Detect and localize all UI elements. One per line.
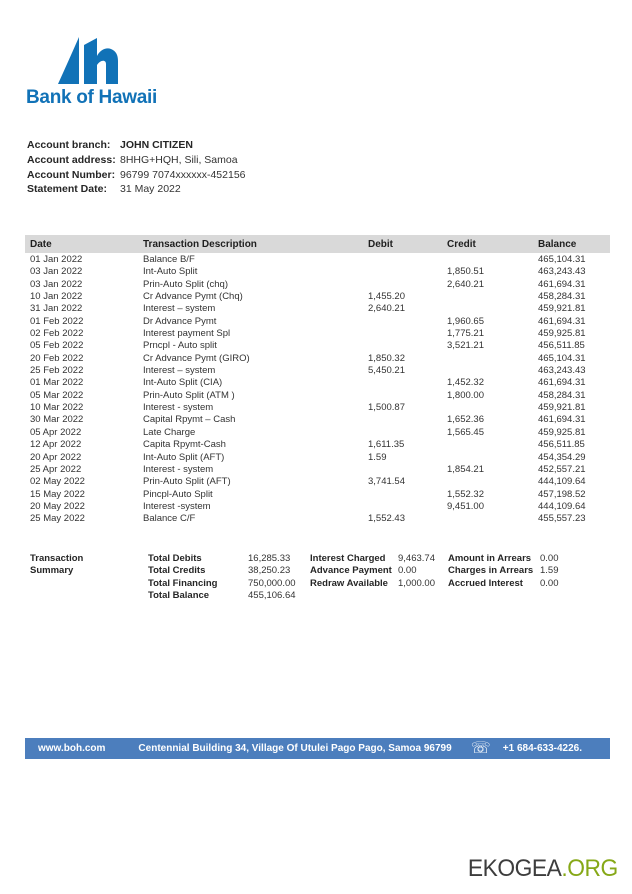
transaction-row: [25, 414, 610, 426]
watermark-tld: .ORG: [561, 855, 618, 882]
column-header-date: Date: [30, 238, 52, 250]
transaction-date: 03 Jan 2022: [30, 266, 83, 278]
transaction-date: 30 Mar 2022: [30, 414, 84, 426]
column-header-description: Transaction Description: [143, 238, 257, 250]
transaction-debit: [368, 279, 447, 291]
transaction-debit: [368, 328, 447, 340]
transaction-debit: [368, 489, 447, 501]
transaction-balance: 458,284.31: [538, 389, 586, 401]
transaction-description: Capita Rpymt-Cash: [143, 439, 226, 451]
transaction-description: Int-Auto Split (CIA): [143, 377, 223, 389]
transaction-debit: [368, 390, 447, 402]
bank-name: Bank of Hawaii: [26, 87, 157, 108]
transaction-row: [25, 291, 610, 303]
account-info-row: [27, 138, 246, 153]
transaction-description: Cr Advance Pymt (GIRO): [143, 352, 250, 364]
transaction-balance: 458,284.31: [538, 291, 586, 303]
transaction-balance: 461,694.31: [538, 414, 586, 426]
account-info-label: Statement Date:: [27, 183, 107, 196]
transaction-balance: 456,511.85: [538, 439, 585, 451]
transaction-balance: 455,557.23: [538, 513, 586, 525]
transaction-row: [25, 328, 610, 340]
footer-website: www.boh.com: [38, 743, 106, 754]
transaction-description: Prin-Auto Split (ATM ): [143, 389, 235, 401]
transaction-debit: 3,741.54: [368, 476, 405, 488]
transaction-date: 01 Mar 2022: [30, 377, 84, 389]
transaction-debit: 1,455.20: [368, 291, 405, 303]
transaction-description: Interest – system: [143, 365, 216, 377]
account-info-value: 96799 7074xxxxxx-452156: [120, 168, 246, 181]
summary-totals-column: [148, 553, 310, 602]
transaction-credit: [447, 254, 538, 266]
transaction-row: [25, 353, 610, 365]
transaction-date: 20 Feb 2022: [30, 352, 84, 364]
summary-item-value: 38,250.23: [248, 565, 291, 577]
transaction-debit: 1,552.43: [368, 513, 405, 525]
transaction-credit: 9,451.00: [447, 500, 484, 512]
account-info-label: Account branch:: [27, 139, 111, 151]
summary-item-value: 0.00: [398, 565, 417, 577]
column-header-debit: Debit: [368, 238, 393, 250]
transaction-date: 01 Feb 2022: [30, 315, 84, 327]
transaction-row: [25, 476, 610, 488]
transaction-description: Interest - system: [143, 402, 214, 414]
summary-item-label: Total Debits: [148, 553, 202, 564]
summary-title-line2: Summary: [30, 565, 74, 577]
transaction-credit: 1,565.45: [447, 426, 484, 438]
transaction-date: 02 May 2022: [30, 476, 85, 488]
transaction-balance: 459,921.81: [538, 402, 586, 414]
transaction-credit: 1,850.51: [447, 266, 484, 278]
transaction-debit: [368, 501, 447, 513]
transaction-debit: [368, 316, 447, 328]
transaction-credit: 1,652.36: [447, 414, 484, 426]
account-info-value: 8HHG+HQH, Sili, Samoa: [120, 153, 238, 166]
transaction-credit: [447, 476, 538, 488]
summary-item-label: Accrued Interest: [448, 577, 523, 589]
transaction-credit: [447, 439, 538, 451]
footer-phone-group: [471, 741, 582, 757]
transaction-row: [25, 390, 610, 402]
transaction-date: 31 Jan 2022: [30, 303, 83, 315]
transaction-credit: [447, 513, 538, 525]
summary-item-label: Amount in Arrears: [448, 553, 532, 564]
transaction-balance: 452,557.21: [538, 463, 586, 475]
transaction-description: Cr Advance Pymt (Chq): [143, 291, 243, 303]
transaction-row: [25, 365, 610, 377]
summary-item: [148, 565, 310, 577]
transaction-date: 02 Feb 2022: [30, 328, 84, 340]
summary-item: [310, 565, 448, 577]
transaction-date: 25 Feb 2022: [30, 365, 84, 377]
transaction-balance: 459,925.81: [538, 328, 586, 340]
summary-item-label: Total Balance: [148, 590, 210, 602]
summary-item: [148, 590, 310, 602]
transaction-row: [25, 513, 610, 525]
transaction-debit: [368, 254, 447, 266]
summary-title-line1: Transaction: [30, 553, 84, 564]
summary-item-value: 1.59: [540, 565, 559, 577]
account-info-label: Account Number:: [27, 168, 116, 181]
transaction-table: [25, 235, 610, 526]
transaction-description: Prin-Auto Split (AFT): [143, 476, 231, 488]
transaction-description: Capital Rpymt – Cash: [143, 414, 236, 426]
transaction-date: 10 Jan 2022: [30, 291, 83, 303]
transaction-description: Int-Auto Split (AFT): [143, 451, 225, 463]
transaction-debit: 1,611.35: [368, 439, 405, 451]
transaction-credit: 1,854.21: [447, 463, 484, 475]
account-info-value: JOHN CITIZEN: [120, 139, 193, 151]
transaction-credit: [447, 452, 538, 464]
transaction-row: [25, 489, 610, 501]
transaction-description: Interest -system: [143, 500, 211, 512]
summary-item: [148, 553, 310, 565]
transaction-description: Pincpl-Auto Split: [143, 488, 213, 500]
transaction-balance: 463,243.43: [538, 365, 586, 377]
transaction-debit: [368, 414, 447, 426]
transaction-debit: 1,500.87: [368, 402, 405, 414]
transaction-description: Prin-Auto Split (chq): [143, 278, 229, 290]
transaction-balance: 461,694.31: [538, 377, 586, 389]
transaction-debit: [368, 377, 447, 389]
summary-item-value: 0.00: [540, 553, 559, 564]
transaction-row: [25, 279, 610, 291]
transaction-row: [25, 316, 610, 328]
transaction-date: 12 Apr 2022: [30, 439, 82, 451]
transaction-credit: [447, 353, 538, 365]
summary-item: [448, 578, 559, 590]
account-info: [27, 138, 246, 197]
footer-phone-number: +1 684-633-4226.: [502, 743, 582, 754]
transaction-summary: [30, 553, 559, 602]
transaction-row: [25, 439, 610, 451]
transaction-credit: [447, 365, 538, 377]
account-info-label: Account address:: [27, 153, 116, 166]
transaction-date: 10 Mar 2022: [30, 402, 84, 414]
transaction-row: [25, 427, 610, 439]
transaction-description: Balance C/F: [143, 513, 196, 525]
watermark: [468, 855, 618, 883]
summary-arrears-column: [448, 553, 559, 602]
transaction-balance: 459,925.81: [538, 426, 586, 438]
summary-item-label: Total Credits: [148, 565, 206, 577]
transaction-balance: 465,104.31: [538, 254, 586, 265]
transaction-description: Interest – system: [143, 303, 216, 315]
transaction-debit: [368, 464, 447, 476]
account-info-row: [27, 182, 246, 197]
telephone-icon: ☏: [470, 739, 491, 757]
transaction-debit: 1,850.32: [368, 352, 405, 364]
transaction-row: [25, 501, 610, 513]
summary-item-value: 750,000.00: [248, 577, 296, 589]
transaction-description: Prncpl - Auto split: [143, 340, 217, 352]
transaction-date: 20 Apr 2022: [30, 451, 82, 463]
transaction-balance: 444,109.64: [538, 476, 586, 488]
transaction-description: Dr Advance Pymt: [143, 315, 217, 327]
transaction-date: 03 Jan 2022: [30, 278, 83, 290]
transaction-balance: 461,694.31: [538, 315, 586, 327]
summary-item-label: Advance Payment: [310, 565, 392, 577]
column-header-credit: Credit: [447, 238, 476, 250]
transaction-credit: 1,960.65: [447, 315, 484, 327]
transaction-row: [25, 452, 610, 464]
summary-item-value: 0.00: [540, 577, 559, 589]
transaction-description: Balance B/F: [143, 254, 195, 265]
transaction-balance: 457,198.52: [538, 488, 586, 500]
summary-item: [448, 565, 559, 577]
transaction-row: [25, 377, 610, 389]
transaction-debit: 1.59: [368, 451, 387, 463]
account-info-row: [27, 168, 246, 183]
transaction-date: 25 Apr 2022: [30, 463, 82, 475]
transaction-date: 05 Mar 2022: [30, 389, 84, 401]
footer-address: Centennial Building 34, Village Of Utulei Pago Pago, Samoa 96799: [138, 743, 452, 754]
transaction-date: 15 May 2022: [30, 488, 85, 500]
transaction-credit: 1,552.32: [447, 488, 484, 500]
summary-item-value: 9,463.74: [398, 553, 435, 564]
transaction-table-header: [25, 235, 610, 253]
transaction-credit: [447, 303, 538, 315]
transaction-description: Interest payment Spl: [143, 328, 231, 340]
transaction-description: Late Charge: [143, 426, 196, 438]
transaction-balance: 454,354.29: [538, 451, 586, 463]
transaction-date: 01 Jan 2022: [30, 254, 83, 265]
footer-bar: [25, 738, 610, 759]
summary-item: [310, 553, 448, 565]
transaction-credit: 1,775.21: [447, 328, 484, 340]
transaction-row: [25, 303, 610, 315]
transaction-credit: 3,521.21: [447, 340, 484, 352]
summary-interest-column: [310, 553, 448, 602]
summary-item-label: Interest Charged: [310, 553, 386, 564]
summary-item-label: Redraw Available: [310, 577, 388, 589]
summary-item-label: Total Financing: [148, 577, 218, 589]
bank-of-hawaii-sail-h-logo-icon: [54, 34, 122, 95]
transaction-description: Interest - system: [143, 463, 214, 475]
transaction-credit: [447, 402, 538, 414]
column-header-balance: Balance: [538, 238, 577, 250]
summary-title: [30, 553, 148, 602]
summary-item: [448, 553, 559, 565]
transaction-date: 05 Feb 2022: [30, 340, 84, 352]
transaction-balance: 463,243.43: [538, 266, 586, 278]
transaction-row: [25, 266, 610, 278]
summary-item-value: 16,285.33: [248, 553, 291, 564]
transaction-debit: 2,640.21: [368, 303, 405, 315]
transaction-debit: [368, 266, 447, 278]
transaction-table-body: [25, 254, 610, 526]
transaction-row: [25, 254, 610, 266]
account-info-value: 31 May 2022: [120, 183, 181, 196]
transaction-balance: 456,511.85: [538, 340, 585, 352]
transaction-date: 05 Apr 2022: [30, 426, 82, 438]
summary-item-label: Charges in Arrears: [448, 565, 534, 577]
transaction-credit: 2,640.21: [447, 278, 484, 290]
transaction-description: Int-Auto Split: [143, 266, 198, 278]
transaction-date: 20 May 2022: [30, 500, 85, 512]
transaction-balance: 459,921.81: [538, 303, 586, 315]
transaction-balance: 444,109.64: [538, 500, 586, 512]
transaction-row: [25, 340, 610, 352]
transaction-row: [25, 464, 610, 476]
watermark-name: EKOGEA: [468, 855, 562, 882]
transaction-debit: [368, 340, 447, 352]
transaction-balance: 465,104.31: [538, 352, 586, 364]
transaction-credit: 1,800.00: [447, 389, 484, 401]
summary-item: [148, 578, 310, 590]
transaction-date: 25 May 2022: [30, 513, 85, 525]
transaction-row: [25, 402, 610, 414]
transaction-debit: 5,450.21: [368, 365, 405, 377]
summary-item-value: 455,106.64: [248, 590, 296, 602]
transaction-credit: 1,452.32: [447, 377, 484, 389]
summary-item-value: 1,000.00: [398, 577, 435, 589]
transaction-credit: [447, 291, 538, 303]
account-info-row: [27, 153, 246, 168]
transaction-debit: [368, 427, 447, 439]
transaction-balance: 461,694.31: [538, 278, 586, 290]
summary-item: [310, 578, 448, 590]
